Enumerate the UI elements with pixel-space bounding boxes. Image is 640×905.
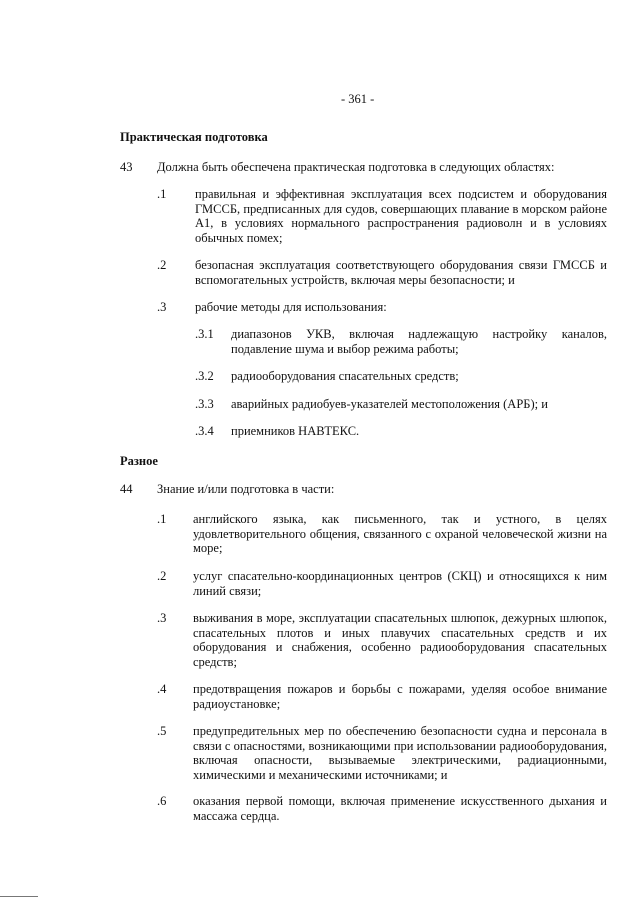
subitem-number: .3.1	[195, 327, 214, 341]
section-heading: Практическая подготовка	[120, 130, 268, 144]
paragraph-number: 43	[120, 160, 133, 174]
subitem-number: .3.4	[195, 424, 214, 438]
section-heading: Разное	[120, 454, 158, 468]
subitem-text: радиооборудования спасательных средств;	[231, 369, 459, 383]
paragraph-number: 44	[120, 482, 133, 496]
subitem-text: приемников НАВТЕКС.	[231, 424, 360, 438]
item-text: рабочие методы для использования:	[195, 300, 387, 314]
item-number: .4	[157, 682, 167, 696]
item-number: .2	[157, 569, 167, 583]
item-text: правильная и эффективная эксплуатация всех подсистем и оборудования ГМССБ, предписанных для судов, совершающих плавание в морском районе А1, в условиях нормального распространения радиоволн и в условиях обычных помех;	[195, 187, 607, 245]
item-number: .1	[157, 512, 167, 526]
item-number: .5	[157, 724, 167, 738]
item-text: выживания в море, эксплуатации спасательных шлюпок, дежурных шлюпок, спасательных плотов и иных плавучих спасательных средств и их оборудования и снабжения, особенно радиооборудования спасательных средств;	[193, 611, 607, 669]
paragraph-intro: Должна быть обеспечена практическая подготовка в следующих областях:	[157, 160, 555, 174]
subitem-number: .3.2	[195, 369, 214, 383]
item-text: предотвращения пожаров и борьбы с пожарами, уделяя особое внимание радиоустановке;	[193, 682, 607, 711]
paragraph-intro: Знание и/или подготовка в части:	[157, 482, 335, 496]
item-text: английского языка, как письменного, так и устного, в целях удовлетворительного общения, связанного с охраной человеческой жизни на море;	[193, 512, 607, 555]
item-number: .3	[157, 300, 167, 314]
page-number: - 361 -	[341, 92, 375, 106]
item-number: .2	[157, 258, 167, 272]
subitem-text: аварийных радиобуев-указателей местоположения (АРБ); и	[231, 397, 548, 411]
subitem-number: .3.3	[195, 397, 214, 411]
scan-edge-line	[0, 896, 38, 897]
item-text: предупредительных мер по обеспечению безопасности судна и персонала в связи с опасностями, возникающими при использовании радиооборудования, включая опасности, вызываемые электрическими, радиационными, химическими и механическими источниками; и	[193, 724, 607, 782]
subitem-text: диапазонов УКВ, включая надлежащую настройку каналов, подавление шума и выбор режима работы;	[231, 327, 607, 356]
item-text: оказания первой помощи, включая применение искусственного дыхания и массажа сердца.	[193, 794, 607, 823]
item-number: .3	[157, 611, 167, 625]
item-number: .6	[157, 794, 167, 808]
item-text: безопасная эксплуатация соответствующего оборудования связи ГМССБ и вспомогательных устройств, включая меры безопасности; и	[195, 258, 607, 287]
item-number: .1	[157, 187, 167, 201]
item-text: услуг спасательно-координационных центров (СКЦ) и относящихся к ним линий связи;	[193, 569, 607, 598]
